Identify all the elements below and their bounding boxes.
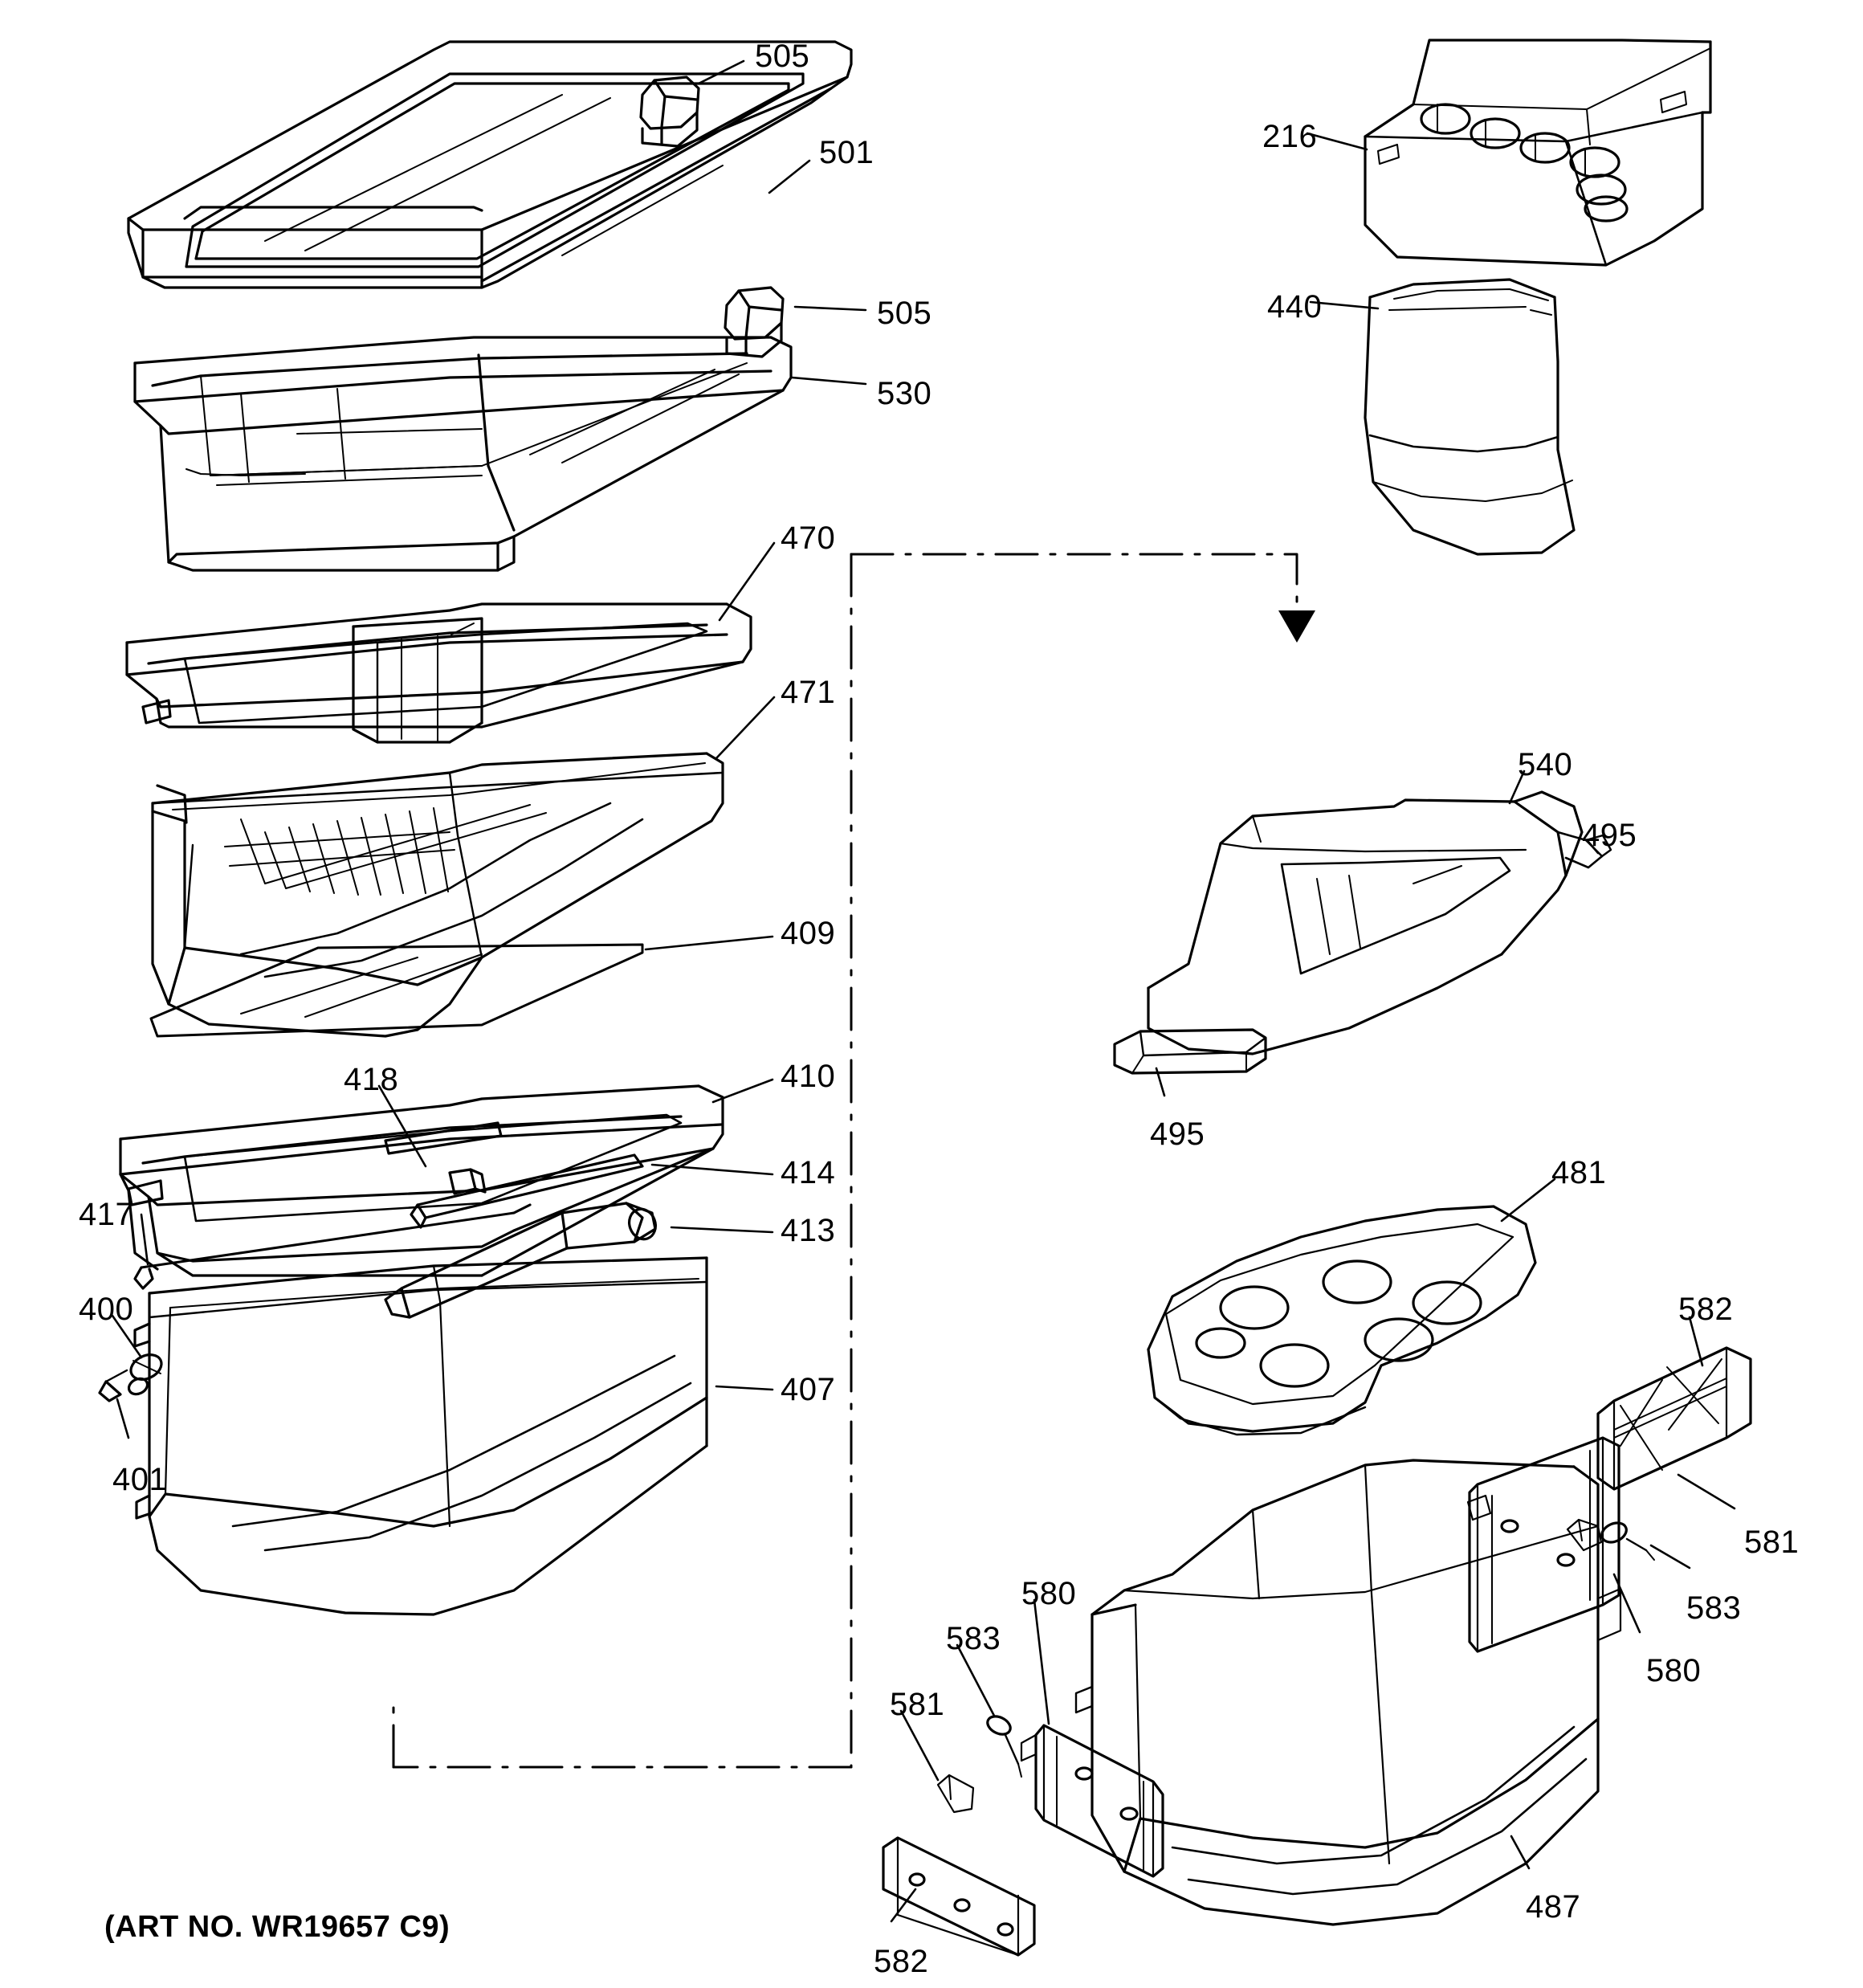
callout-581-left: 581 [890, 1687, 945, 1722]
callout-409: 409 [781, 916, 836, 951]
art-number-label: (ART NO. WR19657 C9) [104, 1910, 450, 1944]
callout-410: 410 [781, 1059, 836, 1094]
callout-407: 407 [781, 1372, 836, 1407]
callout-417: 417 [79, 1197, 134, 1232]
callout-471: 471 [781, 675, 836, 710]
callout-505-lower: 505 [877, 296, 932, 331]
callout-470: 470 [781, 520, 836, 556]
callout-216: 216 [1262, 119, 1318, 154]
callout-487: 487 [1526, 1889, 1581, 1925]
callout-495-upper: 495 [1582, 818, 1637, 853]
callout-580-right: 580 [1646, 1653, 1702, 1688]
callout-540: 540 [1518, 747, 1573, 782]
callout-414: 414 [781, 1155, 836, 1190]
callout-418: 418 [344, 1062, 399, 1097]
callout-495-lower: 495 [1150, 1116, 1205, 1152]
callout-530: 530 [877, 376, 932, 411]
callout-582-right: 582 [1678, 1292, 1734, 1327]
callout-440: 440 [1267, 289, 1323, 325]
callout-582-left: 582 [874, 1944, 929, 1979]
callout-400: 400 [79, 1292, 134, 1327]
callout-583-left: 583 [946, 1621, 1001, 1656]
callout-581-right: 581 [1744, 1525, 1800, 1560]
callout-583-right: 583 [1686, 1590, 1742, 1626]
callout-481: 481 [1551, 1155, 1607, 1190]
callout-501: 501 [819, 135, 874, 170]
callout-401: 401 [112, 1462, 168, 1497]
callout-580-left: 580 [1021, 1576, 1077, 1611]
callout-505-top: 505 [755, 39, 810, 74]
callout-413: 413 [781, 1213, 836, 1248]
